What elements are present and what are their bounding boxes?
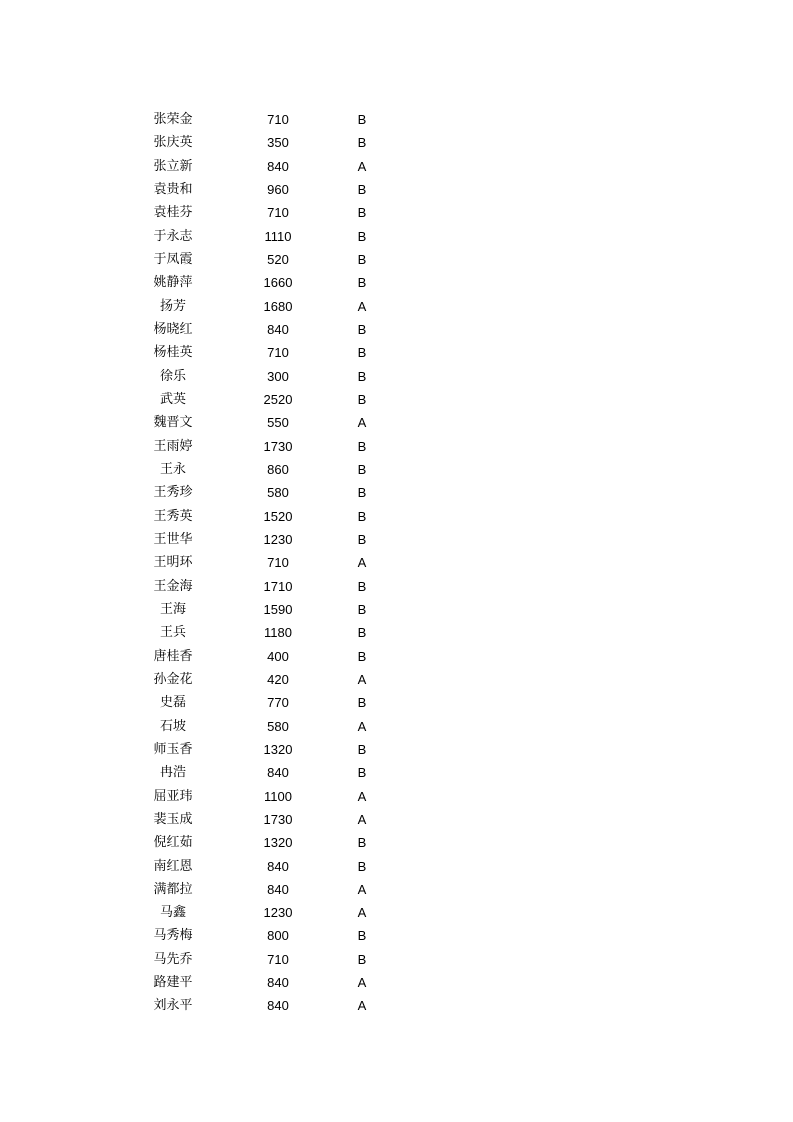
table-row [0,528,793,551]
table-row [0,855,793,878]
table-row [0,505,793,528]
amount-cell: 1180 [264,625,292,641]
data-table [0,108,793,1018]
amount-cell: 420 [267,671,289,687]
table-row [0,924,793,947]
grade-cell: B [357,741,367,757]
amount-cell: 800 [267,928,289,944]
name-cell: 王永 [159,461,186,477]
name-cell: 张庆英 [153,135,193,151]
table-row [0,691,793,714]
name-cell: 史磊 [159,695,186,711]
name-cell: 路建平 [153,975,193,991]
amount-cell: 710 [267,951,289,967]
grade-cell: B [357,835,367,851]
amount-cell: 960 [267,181,289,197]
name-cell: 杨晓红 [153,321,193,337]
table-row [0,225,793,248]
name-cell: 张荣金 [153,112,193,127]
table-row [0,131,793,154]
name-cell: 裴玉成 [153,811,193,827]
table-row [0,598,793,621]
name-cell: 武英 [159,391,186,407]
name-cell: 师玉香 [153,741,193,757]
table-row [0,295,793,318]
name-cell: 满都拉 [153,881,193,897]
grade-cell: B [357,765,367,781]
name-cell: 王金海 [153,578,193,594]
grade-cell: B [357,368,367,384]
amount-cell: 1100 [264,788,292,804]
amount-cell: 1680 [263,298,293,314]
grade-cell: A [357,998,367,1014]
grade-cell: B [357,951,367,967]
grade-cell: A [357,718,367,734]
table-row [0,435,793,458]
grade-cell: B [357,438,367,454]
table-row [0,108,793,131]
table-row [0,785,793,808]
grade-cell: B [357,625,367,641]
name-cell: 王明环 [153,555,193,571]
name-cell: 马先乔 [153,951,193,967]
name-cell: 王海 [159,601,186,617]
amount-cell: 300 [267,368,289,384]
grade-cell: B [357,228,367,244]
amount-cell: 770 [267,695,289,711]
grade-cell: B [357,321,367,337]
amount-cell: 580 [267,485,289,501]
amount-cell: 840 [267,998,289,1014]
table-row [0,761,793,784]
name-cell: 冉浩 [159,765,186,781]
grade-cell: A [357,975,367,991]
table-row [0,901,793,924]
table-row [0,971,793,994]
grade-cell: B [357,695,367,711]
table-row [0,388,793,411]
table-row [0,481,793,504]
grade-cell: B [357,648,367,664]
grade-cell: B [357,928,367,944]
grade-cell: A [357,415,367,431]
amount-cell: 1320 [263,835,293,851]
grade-cell: B [357,135,367,151]
table-row [0,248,793,271]
grade-cell: B [357,485,367,501]
amount-cell: 840 [267,321,289,337]
table-row [0,831,793,854]
name-cell: 倪红茹 [153,835,193,851]
table-row [0,948,793,971]
amount-cell: 840 [267,158,289,174]
grade-cell: B [357,112,367,127]
name-cell: 徐乐 [159,368,186,384]
name-cell: 马鑫 [159,905,186,921]
name-cell: 石坡 [159,718,186,734]
grade-cell: B [357,601,367,617]
name-cell: 王秀珍 [153,485,193,501]
amount-cell: 1230 [263,531,293,547]
name-cell: 袁贵和 [153,181,193,197]
amount-cell: 1320 [263,741,293,757]
grade-cell: A [357,158,367,174]
amount-cell: 710 [267,205,289,221]
amount-cell: 1590 [263,601,293,617]
grade-cell: B [357,858,367,874]
amount-cell: 400 [267,648,289,664]
amount-cell: 1520 [263,508,293,524]
name-cell: 孙金花 [153,671,193,687]
table-row [0,645,793,668]
grade-cell: B [357,205,367,221]
grade-cell: A [357,905,367,921]
name-cell: 张立新 [153,158,193,174]
name-cell: 马秀梅 [153,928,193,944]
amount-cell: 840 [267,975,289,991]
amount-cell: 1710 [263,578,293,594]
table-row [0,365,793,388]
amount-cell: 710 [267,345,289,361]
table-row [0,551,793,574]
amount-cell: 580 [267,718,289,734]
amount-cell: 860 [267,461,289,477]
name-cell: 魏晋文 [153,415,193,431]
table-row [0,271,793,294]
name-cell: 王兵 [159,625,186,641]
table-row [0,668,793,691]
grade-cell: B [357,461,367,477]
amount-cell: 840 [267,858,289,874]
amount-cell: 350 [267,135,289,151]
table-row [0,994,793,1017]
table-row [0,738,793,761]
grade-cell: B [357,508,367,524]
name-cell: 扬芳 [159,298,186,314]
amount-cell: 840 [267,881,289,897]
name-cell: 袁桂芬 [153,205,193,221]
grade-cell: B [357,181,367,197]
table-row [0,575,793,598]
table-row [0,715,793,738]
name-cell: 杨桂英 [153,345,193,361]
name-cell: 刘永平 [153,998,193,1014]
amount-cell: 2520 [263,391,293,407]
grade-cell: B [357,531,367,547]
grade-cell: B [357,578,367,594]
table-row [0,458,793,481]
table-row [0,621,793,644]
amount-cell: 710 [267,112,289,127]
table-row [0,155,793,178]
name-cell: 屈亚玮 [153,788,193,804]
amount-cell: 1110 [264,228,292,244]
grade-cell: A [357,555,367,571]
name-cell: 王世华 [153,531,193,547]
grade-cell: A [357,788,367,804]
grade-cell: A [357,298,367,314]
table-row [0,341,793,364]
amount-cell: 520 [267,251,289,267]
name-cell: 唐桂香 [153,648,193,664]
amount-cell: 840 [267,765,289,781]
grade-cell: B [357,251,367,267]
table-row [0,808,793,831]
name-cell: 姚静萍 [153,275,193,291]
grade-cell: A [357,881,367,897]
name-cell: 于永志 [153,228,193,244]
name-cell: 王雨婷 [153,438,193,454]
grade-cell: B [357,391,367,407]
amount-cell: 550 [267,415,289,431]
name-cell: 南红恩 [153,858,193,874]
grade-cell: A [357,811,367,827]
name-cell: 于凤霞 [153,251,193,267]
amount-cell: 1660 [263,275,293,291]
amount-cell: 1730 [263,438,293,454]
grade-cell: B [357,345,367,361]
grade-cell: A [357,671,367,687]
table-row [0,201,793,224]
grade-cell: B [357,275,367,291]
table-row [0,178,793,201]
table-row [0,318,793,341]
table-row [0,411,793,434]
amount-cell: 710 [267,555,289,571]
amount-cell: 1230 [263,905,293,921]
name-cell: 王秀英 [153,508,193,524]
amount-cell: 1730 [263,811,293,827]
table-row [0,878,793,901]
